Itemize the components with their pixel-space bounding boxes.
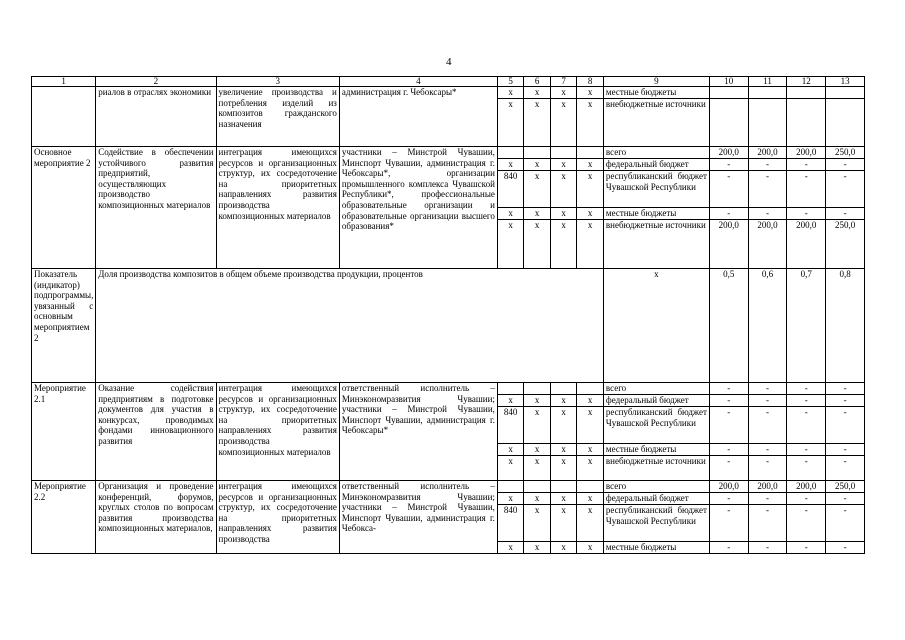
value-cell: - (787, 444, 826, 456)
value-cell: - (787, 542, 826, 554)
value-cell: - (709, 395, 748, 407)
code-cell: x (577, 99, 604, 147)
indicator-x: x (603, 269, 709, 383)
code-cell: x (577, 208, 604, 220)
header-cell: 6 (524, 77, 551, 87)
code-cell: x (550, 220, 577, 269)
source-cell: внебюджетные источники (603, 99, 709, 147)
code-cell: x (577, 395, 604, 407)
code-cell: x (550, 87, 577, 99)
code-cell: x (497, 220, 524, 269)
code-cell: x (524, 505, 551, 542)
value-cell: - (709, 407, 748, 444)
header-cell: 4 (339, 77, 497, 87)
header-cell: 10 (709, 77, 748, 87)
header-cell: 13 (826, 77, 865, 87)
activity-title: Мероприятие 2.2 (32, 481, 96, 554)
value-cell: - (826, 171, 865, 208)
value-cell: - (826, 505, 865, 542)
value-cell: - (748, 456, 787, 481)
code-cell (577, 147, 604, 159)
value-cell: - (709, 383, 748, 395)
value-cell (748, 99, 787, 147)
value-cell: 200,0 (709, 481, 748, 493)
source-cell: республиканский бюджет Чувашской Республики (603, 171, 709, 208)
source-cell: федеральный бюджет (603, 493, 709, 505)
code-cell (497, 383, 524, 395)
value-cell: 200,0 (748, 481, 787, 493)
code-cell: x (497, 444, 524, 456)
activity-executors: участники – Минстрой Чувашии, Минспорт Чувашии, администрация г. Чебоксары*, организации промышленного комплекса Чувашской Республики*, профессиональные образовательные организации и образовательные организации высшего образования* (339, 147, 497, 269)
code-cell: x (524, 159, 551, 171)
activity-description: Оказание содействия предприятиям в подготовке документов для участия в конкурсах, проводимых фондами инновационного развития (96, 383, 216, 481)
value-cell: 200,0 (787, 220, 826, 269)
code-cell: x (550, 99, 577, 147)
source-cell: внебюджетные источники (603, 456, 709, 481)
activity-description: Организация и проведение конференций, форумов, круглых столов по вопросам развития производства композиционных материалов, (96, 481, 216, 554)
source-cell: внебюджетные источники (603, 220, 709, 269)
value-cell: - (748, 444, 787, 456)
code-cell: x (577, 159, 604, 171)
header-cell: 11 (748, 77, 787, 87)
code-cell: x (550, 505, 577, 542)
code-cell: x (550, 493, 577, 505)
activity-result: интеграция имеющихся ресурсов и организационных структур, их сосредоточение на приоритетных направлениях развития производства композиционных материалов (216, 147, 339, 269)
code-cell: x (550, 171, 577, 208)
cont-result: увеличение производства и потребления изделий из композитов гражданского назначения (216, 87, 339, 147)
value-cell: 200,0 (787, 147, 826, 159)
source-cell: местные бюджеты (603, 87, 709, 99)
code-cell: x (524, 171, 551, 208)
value-cell: - (709, 456, 748, 481)
code-cell: x (524, 542, 551, 554)
value-cell: - (748, 407, 787, 444)
value-cell: 200,0 (709, 147, 748, 159)
code-cell: x (577, 407, 604, 444)
value-cell: - (709, 505, 748, 542)
source-cell: федеральный бюджет (603, 159, 709, 171)
source-cell: местные бюджеты (603, 542, 709, 554)
table-row (32, 147, 865, 159)
activity-result: интеграция имеющихся ресурсов и организационных структур, их сосредоточение на приоритетных направлениях развития производства композиционных материалов (216, 383, 339, 481)
code-cell: x (524, 208, 551, 220)
header-cell: 3 (216, 77, 339, 87)
value-cell: - (787, 171, 826, 208)
value-cell (748, 87, 787, 99)
code-cell (497, 147, 524, 159)
code-cell: x (497, 542, 524, 554)
value-cell (787, 99, 826, 147)
header-cell: 7 (550, 77, 577, 87)
source-cell: местные бюджеты (603, 444, 709, 456)
value-cell: - (748, 493, 787, 505)
cont-executors: администрация г. Чебоксары* (339, 87, 497, 147)
value-cell: 250,0 (826, 220, 865, 269)
header-cell: 1 (32, 77, 96, 87)
value-cell: - (826, 456, 865, 481)
indicator-title: Показатель (индикатор) подпрограммы, увязанный с основным мероприятием 2 (32, 269, 96, 383)
code-cell: x (497, 87, 524, 99)
value-cell: 250,0 (826, 147, 865, 159)
code-cell: x (524, 87, 551, 99)
value-cell: 200,0 (748, 220, 787, 269)
code-cell: x (550, 444, 577, 456)
code-cell: x (524, 220, 551, 269)
value-cell: - (748, 159, 787, 171)
value-cell: - (709, 159, 748, 171)
value-cell: 0,6 (748, 269, 787, 383)
value-cell (787, 87, 826, 99)
value-cell: 200,0 (787, 481, 826, 493)
value-cell: 250,0 (826, 481, 865, 493)
header-cell: 9 (603, 77, 709, 87)
value-cell: - (748, 171, 787, 208)
code-cell: x (524, 493, 551, 505)
value-cell: - (826, 395, 865, 407)
value-cell (826, 87, 865, 99)
value-cell: - (709, 444, 748, 456)
value-cell: - (748, 208, 787, 220)
value-cell (709, 99, 748, 147)
code-cell (577, 481, 604, 493)
page-number: 4 (446, 56, 452, 68)
program-table (31, 76, 865, 554)
value-cell: - (826, 208, 865, 220)
code-cell: x (497, 395, 524, 407)
code-cell: x (524, 407, 551, 444)
code-cell (550, 383, 577, 395)
value-cell: - (709, 208, 748, 220)
activity-executors: ответственный исполнитель – Минэкономразвития Чувашии; участники – Минстрой Чувашии, Минспорт Чувашии, администрация г. Чебоксары* (339, 383, 497, 481)
value-cell: - (748, 383, 787, 395)
source-cell: федеральный бюджет (603, 395, 709, 407)
code-cell: x (497, 208, 524, 220)
header-cell: 12 (787, 77, 826, 87)
value-cell: 200,0 (748, 147, 787, 159)
table-row (32, 87, 865, 99)
code-cell (497, 481, 524, 493)
code-cell: x (550, 456, 577, 481)
empty-cell (32, 87, 96, 147)
value-cell: - (748, 505, 787, 542)
source-cell: всего (603, 383, 709, 395)
code-cell: x (577, 444, 604, 456)
code-cell: 840 (497, 505, 524, 542)
code-cell: x (550, 395, 577, 407)
value-cell: 0,5 (709, 269, 748, 383)
code-cell: x (497, 99, 524, 147)
value-cell: - (709, 542, 748, 554)
code-cell: x (497, 159, 524, 171)
value-cell: - (709, 493, 748, 505)
header-cell: 8 (577, 77, 604, 87)
value-cell: - (787, 159, 826, 171)
value-cell: - (826, 493, 865, 505)
value-cell: - (826, 542, 865, 554)
value-cell: - (787, 383, 826, 395)
header-row (32, 77, 865, 87)
code-cell: x (550, 208, 577, 220)
value-cell: - (787, 456, 826, 481)
value-cell: - (826, 159, 865, 171)
code-cell: x (550, 542, 577, 554)
source-cell: республиканский бюджет Чувашской Республики (603, 407, 709, 444)
code-cell (524, 481, 551, 493)
value-cell: - (787, 208, 826, 220)
indicator-text: Доля производства композитов в общем объеме производства продукции, процентов (96, 269, 604, 383)
code-cell: x (524, 444, 551, 456)
code-cell: x (550, 159, 577, 171)
value-cell: - (826, 444, 865, 456)
activity-description: Содействие в обеспечении устойчивого развития предприятий, осуществляющих производство композиционных материалов (96, 147, 216, 269)
code-cell: 840 (497, 407, 524, 444)
value-cell (709, 87, 748, 99)
activity-title: Основное мероприятие 2 (32, 147, 96, 269)
activity-result: интеграция имеющихся ресурсов и организационных структур, их сосредоточение на приоритетных направлениях развития производства (216, 481, 339, 554)
value-cell: - (748, 542, 787, 554)
value-cell: - (748, 395, 787, 407)
code-cell: x (524, 395, 551, 407)
code-cell (577, 383, 604, 395)
value-cell: - (787, 395, 826, 407)
code-cell: 840 (497, 171, 524, 208)
value-cell: - (787, 493, 826, 505)
source-cell: всего (603, 147, 709, 159)
indicator-row (32, 269, 865, 383)
activity-executors: ответственный исполнитель – Минэкономразвития Чувашии; участники – Минстрой Чувашии, Минспорт Чувашии, администрация г. Чебокса- (339, 481, 497, 554)
value-cell: - (709, 171, 748, 208)
code-cell (524, 383, 551, 395)
value-cell: - (826, 383, 865, 395)
code-cell: x (524, 456, 551, 481)
code-cell: x (577, 542, 604, 554)
value-cell: - (826, 407, 865, 444)
header-cell: 5 (497, 77, 524, 87)
source-cell: республиканский бюджет Чувашской Республики (603, 505, 709, 542)
source-cell: местные бюджеты (603, 208, 709, 220)
value-cell: - (787, 505, 826, 542)
code-cell: x (577, 456, 604, 481)
code-cell: x (497, 493, 524, 505)
code-cell: x (550, 407, 577, 444)
value-cell: 200,0 (709, 220, 748, 269)
activity-title: Мероприятие 2.1 (32, 383, 96, 481)
code-cell: x (577, 505, 604, 542)
header-cell: 2 (96, 77, 216, 87)
code-cell (550, 147, 577, 159)
code-cell: x (577, 220, 604, 269)
code-cell (524, 147, 551, 159)
cont-description: риалов в отраслях экономики (96, 87, 216, 147)
table-row (32, 383, 865, 395)
code-cell: x (577, 171, 604, 208)
value-cell: 0,7 (787, 269, 826, 383)
value-cell: - (787, 407, 826, 444)
code-cell: x (577, 87, 604, 99)
code-cell: x (524, 99, 551, 147)
code-cell: x (497, 456, 524, 481)
code-cell: x (577, 493, 604, 505)
source-cell: всего (603, 481, 709, 493)
value-cell: 0,8 (826, 269, 865, 383)
value-cell (826, 99, 865, 147)
table-row (32, 481, 865, 493)
code-cell (550, 481, 577, 493)
